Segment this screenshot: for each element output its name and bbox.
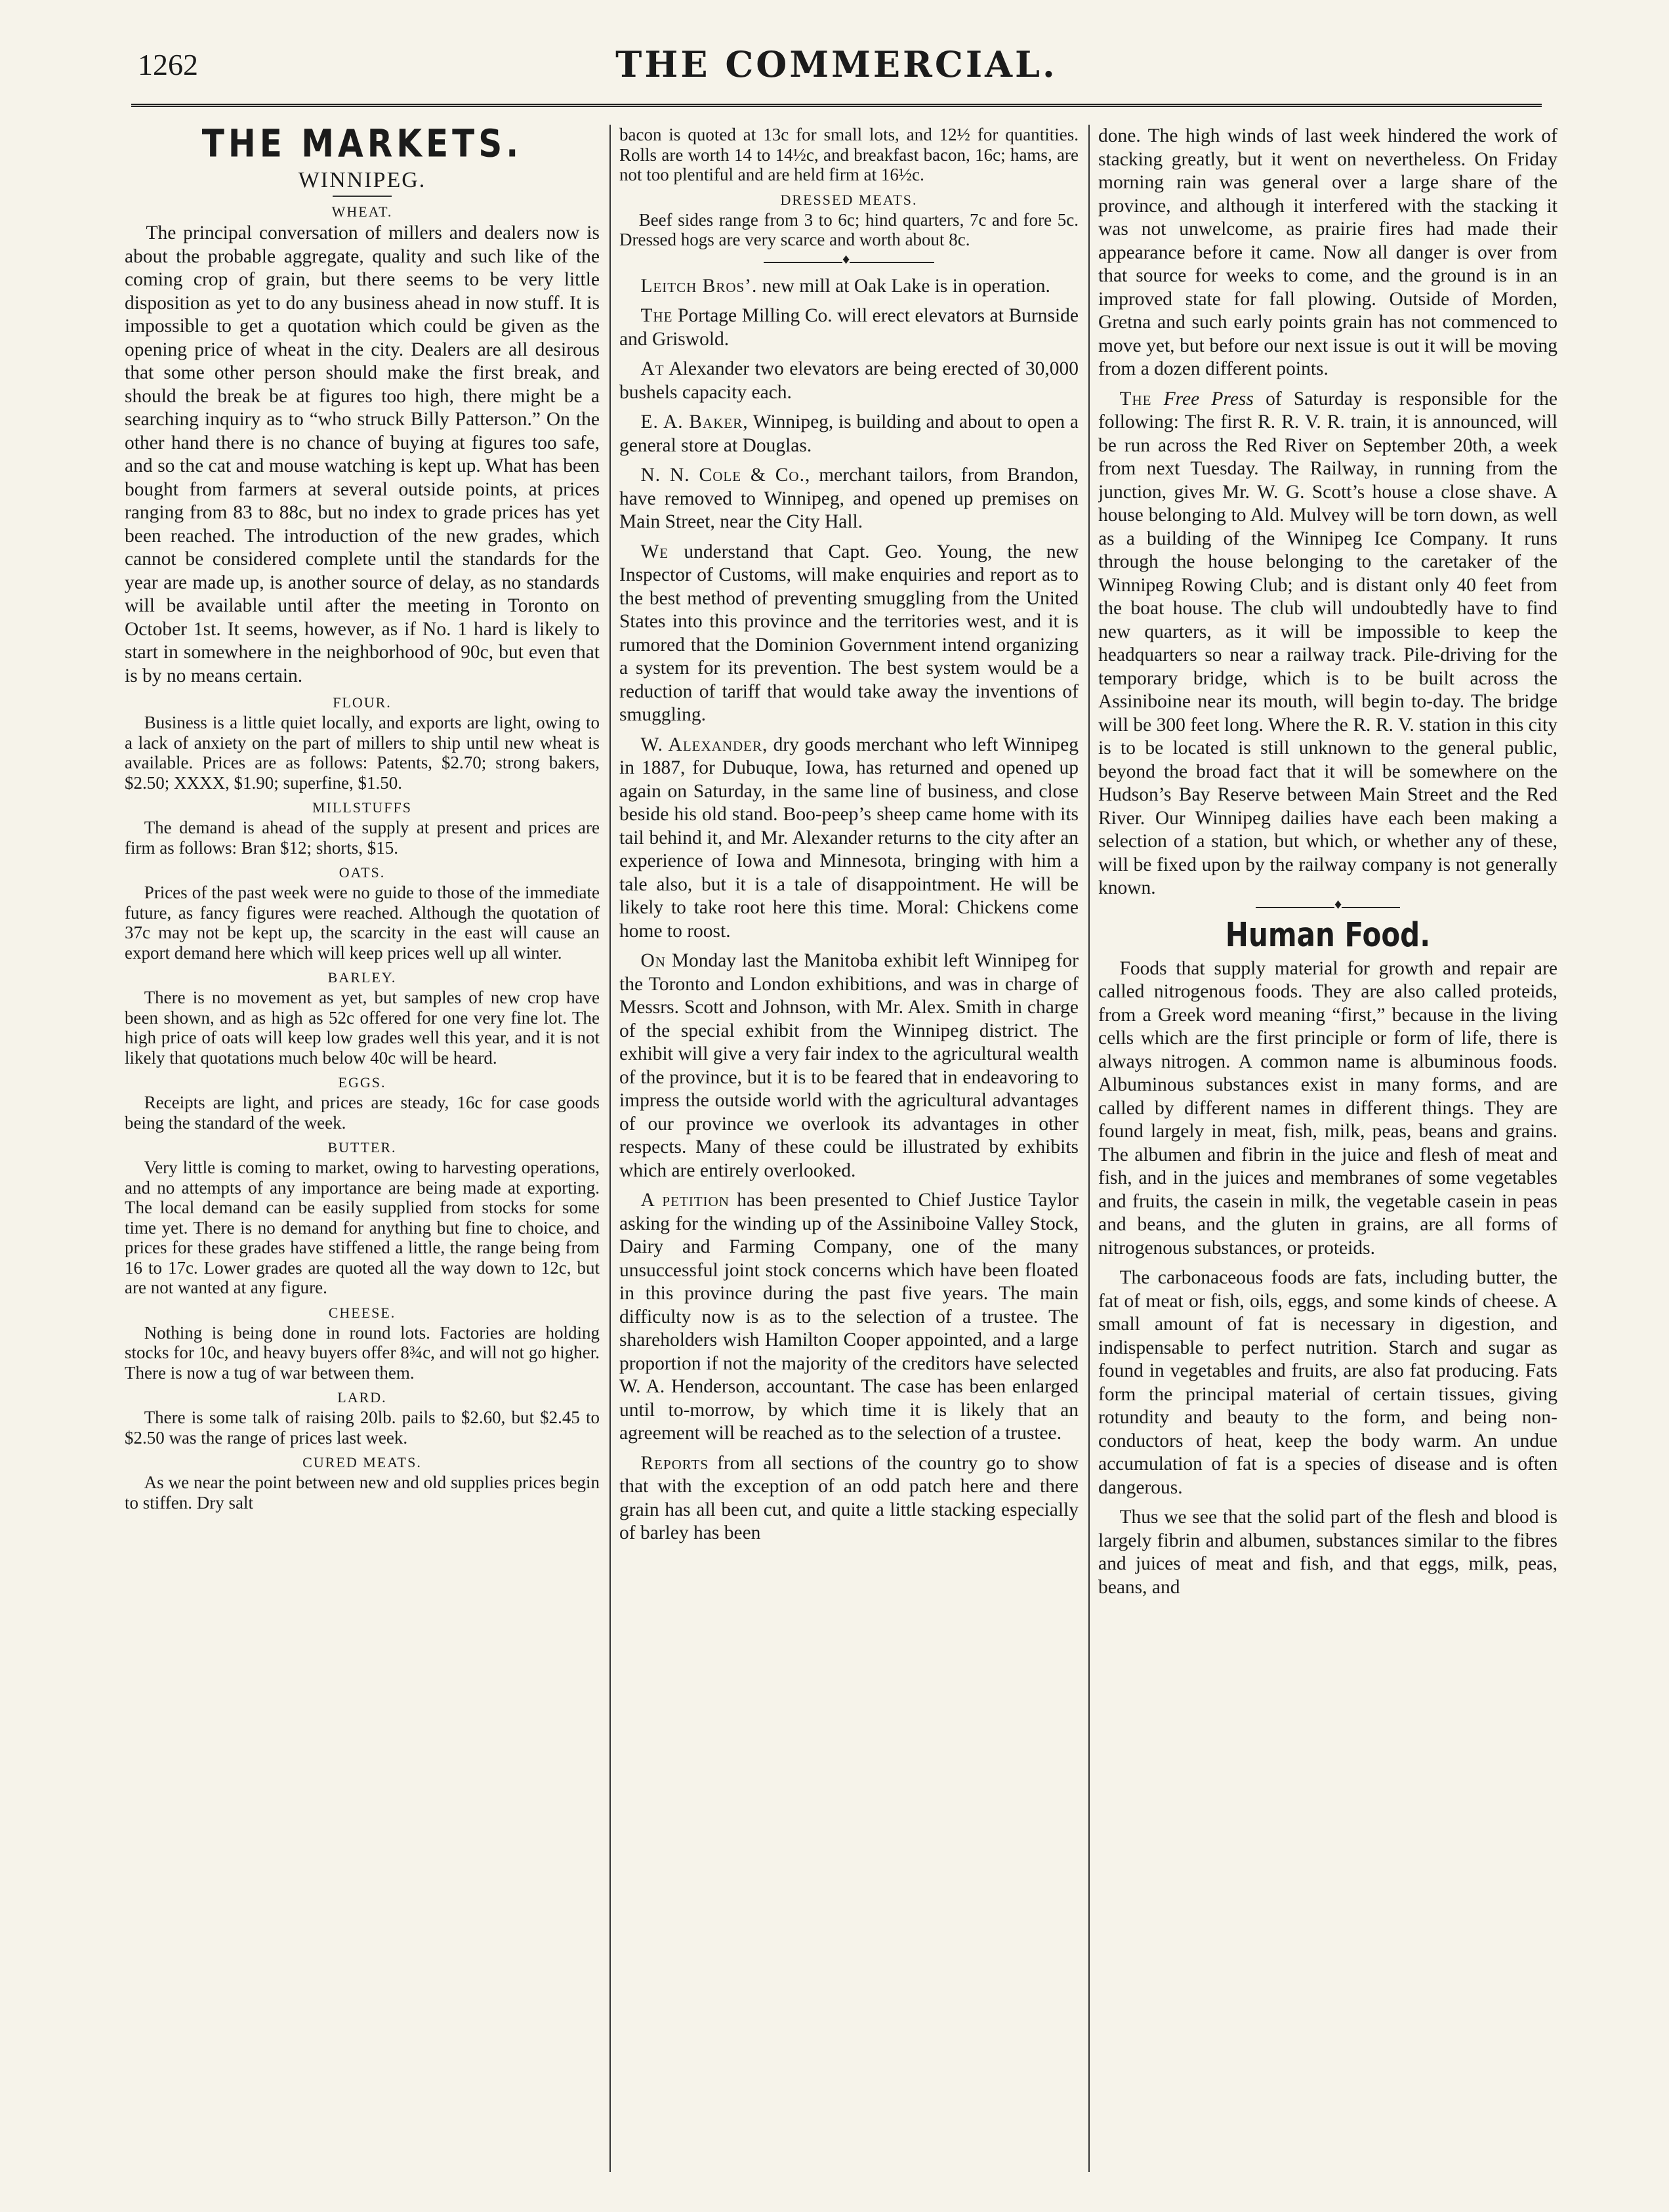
lard-paragraph: There is some talk of raising 20lb. pails to $2.60, but $2.45 to $2.50 was the range of prices last week. xyxy=(125,1408,600,1448)
butter-heading: BUTTER. xyxy=(327,1139,397,1156)
city-rule xyxy=(333,196,392,197)
news-column-right xyxy=(1098,125,1557,2185)
human-food-paragraph: The carbonaceous foods are fats, including butter, the fat of meat or fish, oils, eggs, and some kinds of cheese. A small amount of fat is necessary in digestion, and indispensable to perfect nutrition. Starch and sugar as found in vegetables and fruits, are also fat producing. Fats form the principal material of certain tissues, giving rotundity and beauty to the form, and being non-conductors of heat, keep the body warm. An undue accumulation of fat is a species of disease and is often dangerous. xyxy=(1098,1267,1557,1498)
news-item-free-press xyxy=(1098,388,1557,900)
news-lead: A petition xyxy=(640,1190,730,1211)
news-item-leitch xyxy=(619,275,1079,299)
cured-meats-continued: bacon is quoted at 13c for small lots, and 12½ for quantities. Rolls are worth 14 to 14½c, and breakfast bacon, 16c; hams, are not too plentiful and are held firm at 16½c. xyxy=(619,125,1079,184)
news-lead: W. Alexander, xyxy=(640,734,768,755)
human-food-paragraph: Thus we see that the solid part of the flesh and blood is largely fibrin and albumen, substances similar to the fibres and juices of meat and fish, and that eggs, milk, peas, beans, and xyxy=(1098,1507,1557,1598)
oats-heading: OATS. xyxy=(339,864,386,881)
dressed-meats-heading: DRESSED MEATS. xyxy=(780,191,918,208)
markets-column xyxy=(125,125,600,2185)
millstuffs-heading: MILLSTUFFS xyxy=(312,799,413,816)
barley-paragraph: There is no movement as yet, but samples of new crop have been shown, and as high as 52c offered for one very fine lot. The high price of oats will keep low grades well this year, and it is not likely that quotations much below 40c will be heard. xyxy=(125,988,600,1068)
news-text: dry goods merchant who left Winnipeg in 1887, for Dubuque, Iowa, has returned and opened up again on Saturday, in the same line of business, and close beside his old stand. Boo-peep’s sheep came home with its tail behind it, and Mr. Alexander returns to the city after an experience of Iowa and Minnesota, bringing with him a tale also, but it is a tale of disappointment. He will be likely to take root here this time. Moral: Chickens come home to roost. xyxy=(619,734,1079,942)
news-lead: Reports xyxy=(640,1452,709,1474)
masthead-title: THE COMMERCIAL. xyxy=(615,43,1058,85)
news-text: understand that Capt. Geo. Young, the new Inspector of Customs, will make enquiries and report as to the best method of preventing smuggling from the United States into this province and the territories west, and it is rumored that the Dominion Government intend organizing a system for its prevention. The best system would be a reduction of tariff that would take away the inventions of smuggling. xyxy=(619,541,1079,725)
cheese-paragraph: Nothing is being done in round lots. Factories are holding stocks for 10c, and heavy buyers offer 8¾c, and will not go higher. There is now a tug of war between them. xyxy=(125,1322,600,1383)
cured-meats-heading: CURED MEATS. xyxy=(302,1454,422,1471)
wheat-paragraph: The principal conversation of millers and dealers now is about the probable aggregate, quality and such like of the coming crop of grain, but there seems to be very little disposition as yet to do any business ahead in now stuff. It is impossible to get a quotation which could be given as the opening price of wheat in the city. Dealers are all desirous that some other person should make the first break, and should the break be at figures too high, there might be a searching inquiry as to “who struck Billy Patterson.” On the other hand there is no chance of buying at figures too safe, and so the cat and mouse watching is kept up. What has been bought from farmers at several outside points, at prices ranging from 83 to 88c, but no index to grade prices has yet been reached. The introduction of the new grades, which cannot be considered complete until the standards for the year are made up, is another source of delay, as no standards will be available until after the meeting in Toronto on October 1st. It seems, however, as if No. 1 hard is likely to start in somewhere in the neighborhood of 90c, but even that is by no means certain. xyxy=(125,222,600,686)
oats-paragraph: Prices of the past week were no guide to those of the immediate future, as fancy figures were reached. Although the quotation of 37c may not be kept up, the scarcity in the east will cause an export demand here which will keep prices well up all winter. xyxy=(125,883,600,963)
cheese-heading: CHEESE. xyxy=(328,1304,396,1321)
news-text: Portage Milling Co. will erect elevators at Burnside and Griswold. xyxy=(619,305,1079,350)
millstuffs-paragraph: The demand is ahead of the supply at present and prices are firm as follows: Bran $12; shorts, $15. xyxy=(125,818,600,858)
news-lead: Leitch Bros’. xyxy=(640,275,758,297)
news-item-alexander xyxy=(619,734,1079,944)
news-lead: E. A. Baker, xyxy=(640,411,749,432)
news-text: has been presented to Chief Justice Taylor asking for the winding up of the Assiniboine Valley Stock, Dairy and Farming Company, one of the many unsuccessful joint stock concerns which have been floated in this province during the past five years. The main difficulty now is as to the selection of a trustee. The shareholders wish Hamilton Cooper appointed, and a large proportion if not the majority of the creditors have selected W. A. Henderson, accountant. The case has been enlarged until to-morrow, by which time it is likely that an agreement will be reached as to the selection of a trustee. xyxy=(619,1190,1079,1444)
markets-title: THE MARKETS. xyxy=(201,125,523,166)
news-lead: At xyxy=(640,358,665,379)
news-lead: On xyxy=(640,950,666,971)
barley-heading: BARLEY. xyxy=(327,969,397,986)
human-food-title: Human Food. xyxy=(1225,915,1431,954)
page-header xyxy=(131,39,1542,98)
news-text: from all sections of the country go to show that with the exception of an odd patch here and there grain has all been cut, and quite a little stacking especially of barley has been xyxy=(619,1452,1079,1543)
markets-city: WINNIPEG. xyxy=(298,168,426,192)
news-text: merchant tailors, from Brandon, have removed to Winnipeg, and opened up premises on Main Street, near the City Hall. xyxy=(619,465,1079,532)
wheat-heading: WHEAT. xyxy=(331,203,393,220)
news-column-middle xyxy=(619,125,1079,2185)
news-item-customs xyxy=(619,541,1079,727)
news-item-cole xyxy=(619,464,1079,534)
news-lead: The xyxy=(1119,388,1152,409)
news-text: of Saturday is responsible for the following: The first R. R. V. R. train, it is announced, will be run across the Red River on September 20th, a week from next Tuesday. The Railway, in running from the junction, gives Mr. W. G. Scott’s house a close shave. A house belonging to Ald. Mulvey will be torn down, as well as a building of the Winnipeg Ice Company. It runs through the house belonging to the caretaker of the Winnipeg Rowing Club; and is distant only 40 feet from the boat house. The club will undoubtedly have to find new quarters, as it will be impossible to keep the headquarters so near a railway track. Pile-driving for the temporary bridge, which is to be built across the Assiniboine near its mouth, will begin to-day. The bridge will be 300 feet long. Where the R. R. V. station in this city is to be located is still unknown to the general public, beyond the broad fact that it will be somewhere on the Hudson’s Bay Reserve between Main Street and the Red River. Our Winnipeg dailies have each been making a selection of a station, but which, or whether any of these, will be fixed upon by the railway company is not generally known. xyxy=(1098,388,1557,898)
eggs-paragraph: Receipts are light, and prices are steady, 16c for case goods being the standard of the week. xyxy=(125,1093,600,1133)
lard-heading: LARD. xyxy=(337,1389,387,1406)
flour-heading: FLOUR. xyxy=(333,694,392,711)
column-separator xyxy=(1088,125,1090,2172)
column-separator xyxy=(609,125,611,2172)
news-text: Alexander two elevators are being erected of 30,000 bushels capacity each. xyxy=(619,358,1079,403)
flour-paragraph: Business is a little quiet locally, and exports are light, owing to a lack of anxiety on the part of millers to ship until new wheat is available. Prices are as follows: Patents, $2.70; strong bakers, $2.50; XXXX, $1.90; superfine, $1.50. xyxy=(125,713,600,793)
reports-continued: done. The high winds of last week hindered the work of stacking greatly, but it went on nevertheless. On Friday morning rain was general over a large share of the province, and although it interfered with the stacking it was not unwelcome, as prairie fires had made their appearance before it came. Now all danger is over from that source for weeks to come, and the ground is in an improved state for fall plowing. Outside of Morden, Gretna and such early points grain has not commenced to move yet, but before our next issue is out it will be moving from a dozen different points. xyxy=(1098,125,1557,379)
news-lead: The xyxy=(640,305,673,326)
header-rule xyxy=(131,104,1542,107)
news-item-petition xyxy=(619,1189,1079,1446)
section-divider xyxy=(764,262,934,263)
news-text: Winnipeg, is building and about to open a general store at Douglas. xyxy=(619,411,1079,456)
dressed-meats-paragraph: Beef sides range from 3 to 6c; hind quarters, 7c and fore 5c. Dressed hogs are very scarce and worth about 8c. xyxy=(619,209,1079,249)
news-text: new mill at Oak Lake is in operation. xyxy=(757,275,1050,297)
news-item-exhibit xyxy=(619,949,1079,1182)
eggs-heading: EGGS. xyxy=(338,1074,386,1091)
news-lead: N. N. Cole & Co., xyxy=(640,465,811,486)
butter-paragraph: Very little is coming to market, owing to harvesting operations, and no attempts of any importance are being made at exporting. The local demand can be easily supplied from stocks for some time yet. There is no demand for anything but fine to choice, and prices for these grades have stiffened a little, the range being from 16 to 17c. Lower grades are quoted all the way down to 12c, but are not wanted at any figure. xyxy=(125,1158,600,1297)
news-text: Monday last the Manitoba exhibit left Winnipeg for the Toronto and London exhibitions, and was in charge of Messrs. Scott and Johnson, with Mr. Alex. Smith in charge of the special exhibit from the Winnipeg district. The exhibit will give a very fair index to the agricultural wealth of the province, but it is to be feared that in endeavoring to impress the outside world with the agricultural advantages of our province we overlook its advantages in other respects. Many of these could be illustrated by exhibits which are entirely overlooked. xyxy=(619,950,1079,1181)
news-item-portage xyxy=(619,304,1079,351)
news-item-elevators xyxy=(619,358,1079,404)
page-number: 1262 xyxy=(138,48,198,81)
news-lead: We xyxy=(640,541,669,562)
news-item-baker xyxy=(619,411,1079,457)
human-food-paragraph: Foods that supply material for growth and repair are called nitrogenous foods. They are also called proteids, from a Greek word meaning “first,” because in the living cells which are the first principle or form of life, there is always nitrogen. A common name is albuminous foods. Albuminous substances exist in many forms, and are called by different names in different things. They are found largely in meat, fish, milk, peas, beans and grains. The albumen and fibrin in the juice and flesh of meat and fish, and in the juices and membranes of some vegetables and fruits, the casein in milk, the vegetable casein in peas and beans, and the gluten in grains, are all forms of nitrogenous substances, or proteids. xyxy=(1098,957,1557,1259)
news-item-reports xyxy=(619,1452,1079,1545)
cured-meats-paragraph: As we near the point between new and old supplies prices begin to stiffen. Dry salt xyxy=(125,1472,600,1513)
news-italic: Free Press xyxy=(1151,388,1254,409)
section-divider xyxy=(1256,907,1400,908)
